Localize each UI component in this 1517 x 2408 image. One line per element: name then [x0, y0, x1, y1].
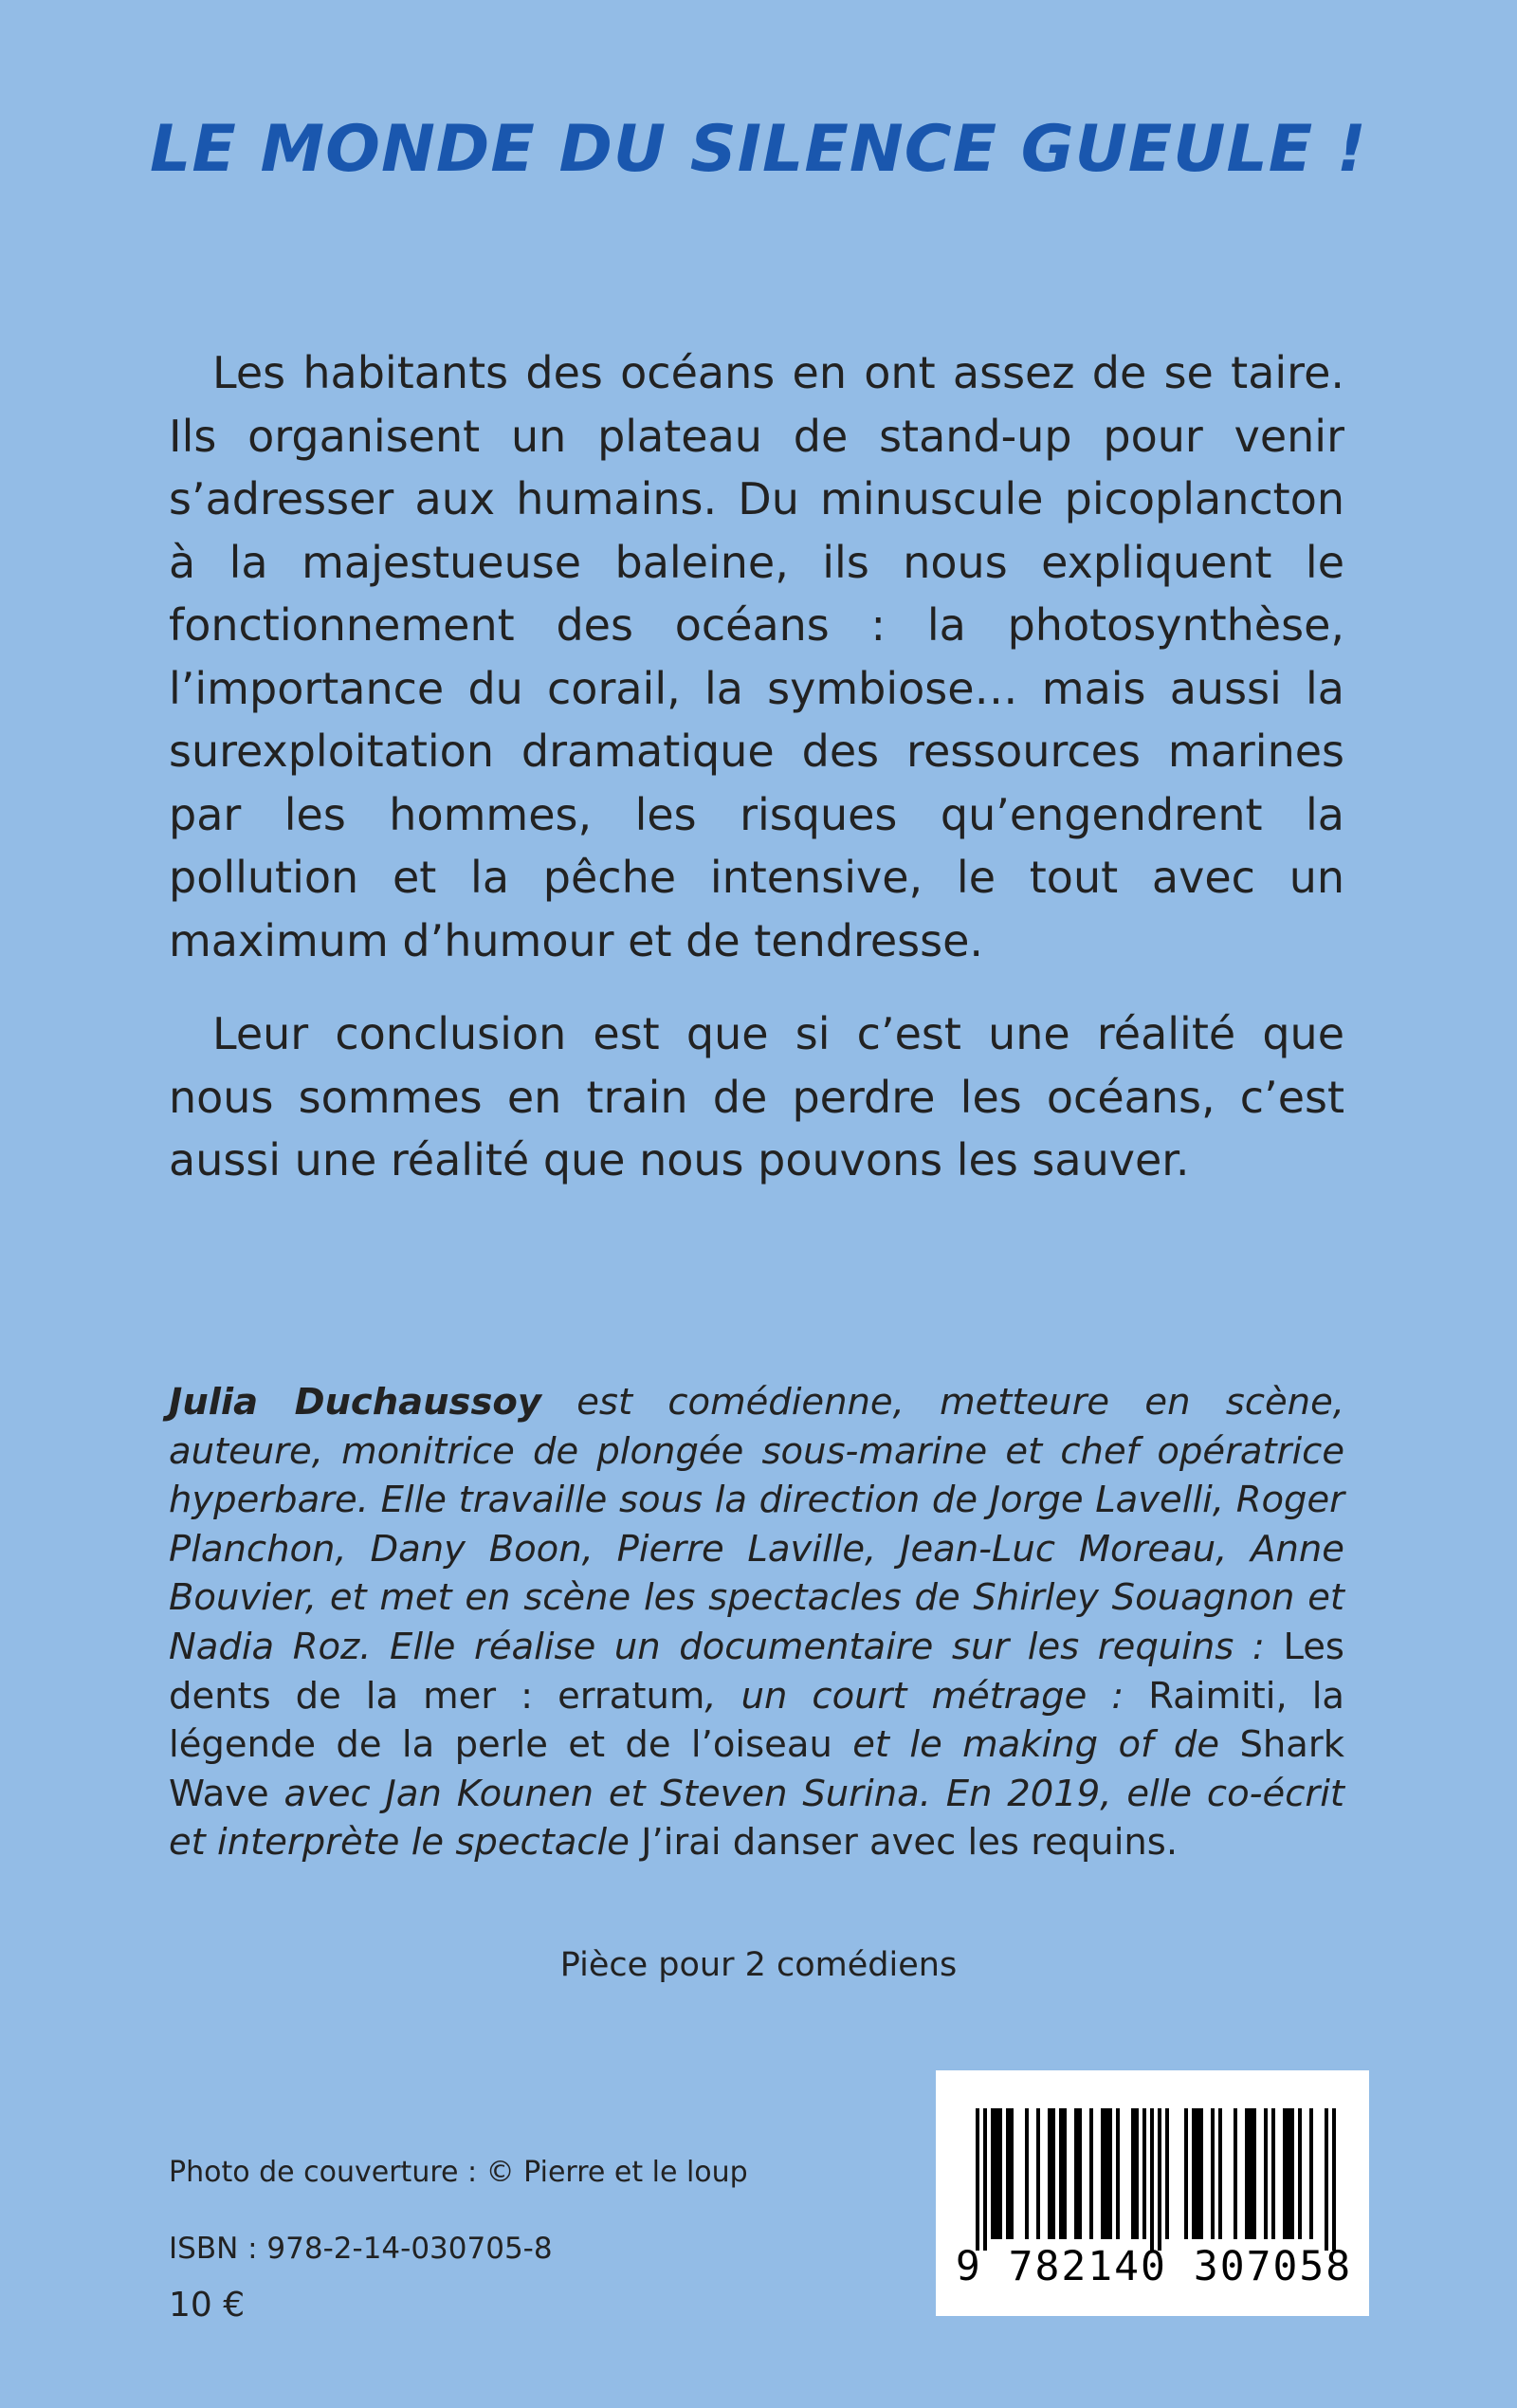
barcode-bar [1048, 2108, 1051, 2239]
barcode-bar [1283, 2108, 1287, 2239]
bio-text-5: . [1165, 1821, 1179, 1865]
barcode-bar [1006, 2108, 1010, 2239]
barcode-bar [1332, 2108, 1336, 2251]
barcode-bar [1063, 2108, 1067, 2239]
barcode-bar [1051, 2108, 1055, 2239]
barcode-bar [991, 2108, 995, 2239]
barcode-bar [1089, 2108, 1093, 2239]
barcode-bar [1101, 2108, 1105, 2239]
summary [169, 341, 1344, 1192]
barcode-bar [1165, 2108, 1169, 2239]
bio-text-1: est comédienne, metteure en scène, auteure, monitrice de plongée sous-marine et chef opératrice hyperbare. Elle travaille sous la direction de Jorge Lavelli, Roger Planchon, Dany Boon, Pierre Laville, Jean-Luc Moreau, Anne Bouvier, et met en scène les spectacles de Shirley Souagnon et Nadia Roz. Elle réalise un documentaire sur les requins : [169, 1381, 1344, 1668]
barcode-bars [968, 2108, 1338, 2251]
bio-text-2: , un court métrage : [704, 1674, 1149, 1718]
bio-work-4: J’irai danser avec les requins [641, 1821, 1166, 1865]
photo-credit: Photo de couverture : © Pierre et le loup [169, 2156, 748, 2189]
barcode-bar [1059, 2108, 1063, 2239]
barcode-bar [1245, 2108, 1249, 2239]
barcode [936, 2070, 1369, 2316]
barcode-bar [1078, 2108, 1082, 2239]
barcode-bar [995, 2108, 998, 2239]
barcode-bar [1131, 2108, 1135, 2239]
barcode-bar [1192, 2108, 1196, 2239]
barcode-bar [1252, 2108, 1256, 2239]
summary-paragraph-2: Leur conclusion est que si c’est une réalité que nous sommes en train de perdre les océans, c’est aussi une réalité que nous pouvons les sauver. [169, 1008, 1344, 1186]
barcode-bar [1150, 2108, 1154, 2251]
barcode-bar [1298, 2108, 1302, 2239]
author-name: Julia Duchaussoy [169, 1381, 541, 1424]
barcode-bar [1010, 2108, 1014, 2239]
bio-work-1: Les dents de la mer : erratum [169, 1625, 1344, 1718]
barcode-bar [1218, 2108, 1222, 2239]
barcode-bar [1199, 2108, 1203, 2239]
barcode-bar [1271, 2108, 1275, 2239]
cast-note: Pièce pour 2 comédiens [559, 1946, 958, 1984]
barcode-bar [1158, 2108, 1161, 2251]
price: 10 € [169, 2286, 246, 2325]
barcode-bar [998, 2108, 1002, 2239]
author-bio [169, 1378, 1344, 1867]
bio-text-3: et le making of de [832, 1723, 1240, 1767]
barcode-bar [1264, 2108, 1268, 2239]
barcode-bar [1234, 2108, 1237, 2239]
bio-paragraph [169, 1378, 1344, 1867]
barcode-bar [1036, 2108, 1040, 2239]
bio-work-3: Shark Wave [169, 1723, 1344, 1815]
barcode-bar [983, 2108, 987, 2251]
bio-text-4: avec Jan Kounen et Steven Surina. En 2019, elle co-écrit et interprète le spectacle [169, 1772, 1344, 1865]
book-title: LE MONDE DU SILENCE GUEULE ! [150, 112, 1367, 187]
barcode-bar [1290, 2108, 1294, 2239]
barcode-bar [1325, 2108, 1328, 2251]
barcode-bar [1142, 2108, 1146, 2239]
barcode-bar [1025, 2108, 1029, 2239]
isbn: ISBN : 978-2-14-030705-8 [169, 2232, 553, 2266]
barcode-bar [1135, 2108, 1139, 2239]
barcode-bar [1309, 2108, 1313, 2239]
barcode-bar [1108, 2108, 1112, 2239]
barcode-bar [1287, 2108, 1290, 2239]
barcode-bar [1116, 2108, 1120, 2239]
barcode-bar [1105, 2108, 1108, 2239]
bio-work-2: Raimiti, la légende de la perle et de l’oiseau [169, 1674, 1344, 1767]
barcode-bar [1196, 2108, 1199, 2239]
barcode-bar [1211, 2108, 1215, 2239]
barcode-bar [1184, 2108, 1188, 2239]
barcode-bar [976, 2108, 979, 2251]
summary-paragraph-1: Les habitants des océans en ont assez de se taire. Ils organisent un plateau de stand-up pour venir s’adresser aux humains. Du minuscule picoplancton à la majestueuse baleine, ils nous expliquent le fonctionnement des océans : la photosynthèse, l’importance du corail, la symbiose… mais aussi la surexploitation dramatique des ressources marines par les hommes, les risques qu’engendrent la pollution et la pêche intensive, le tout avec un maximum d’humour et de tendresse. [169, 347, 1344, 966]
barcode-bar [1074, 2108, 1078, 2239]
barcode-bar [1249, 2108, 1252, 2239]
barcode-digits: 9 782140 307058 [955, 2243, 1353, 2290]
